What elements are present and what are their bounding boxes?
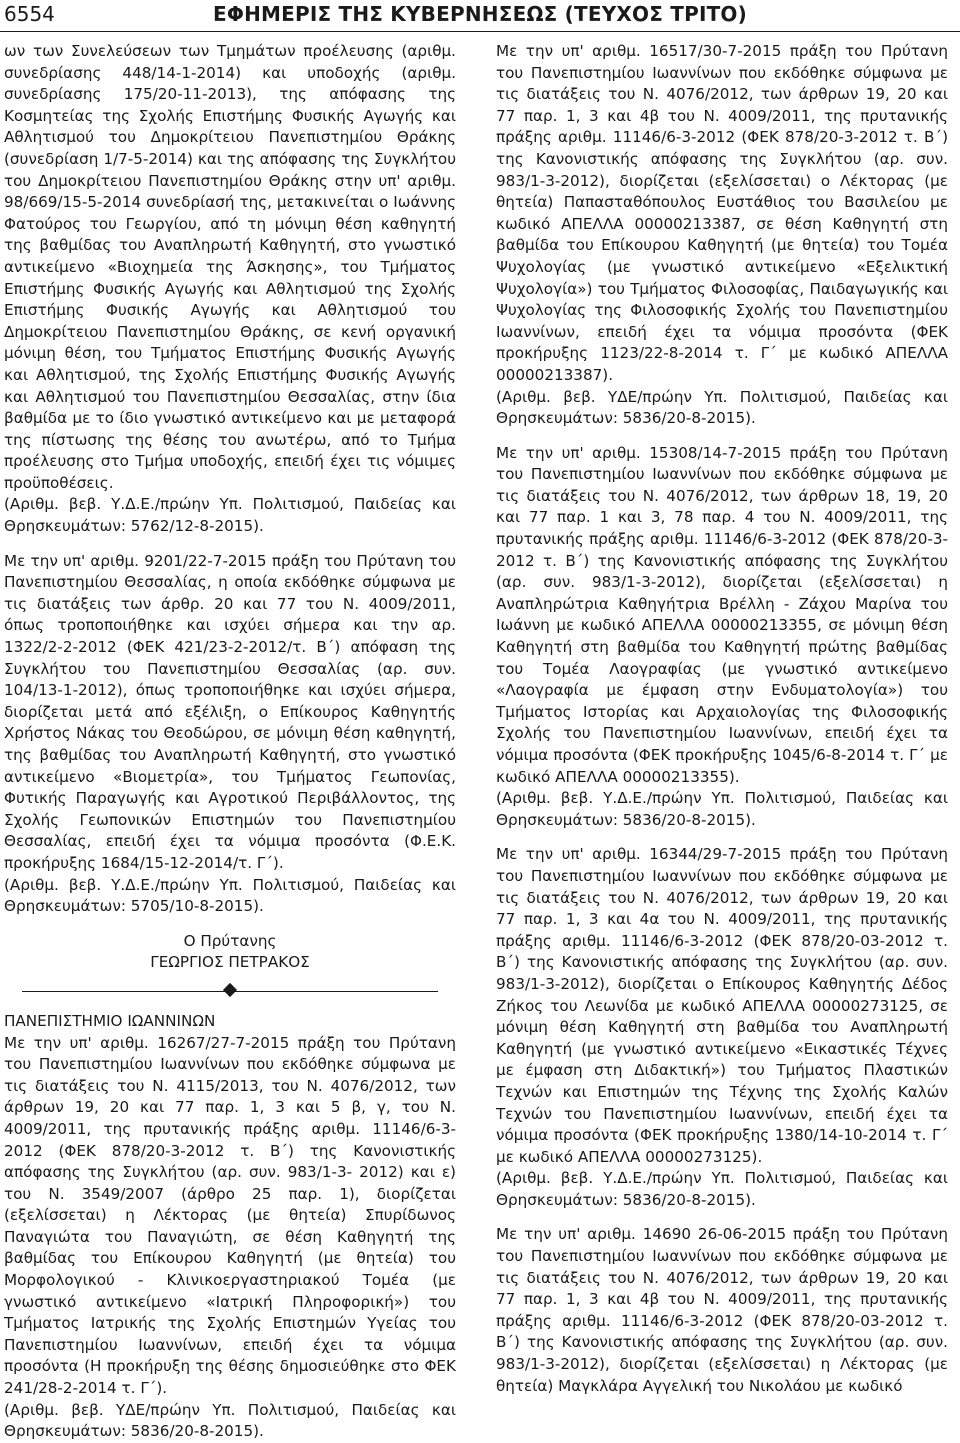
diamond-ornament-icon bbox=[223, 983, 237, 997]
certification-reference: (Αριθμ. βεβ. Υ.Δ.Ε./πρώην Υπ. Πολιτισμού, Παιδείας και Θρησκευμάτων: 5836/20-8-2015). bbox=[496, 1169, 948, 1209]
signatory-name: ΓΕΩΡΓΙΟΣ ΠΕΤΡΑΚΟΣ bbox=[150, 953, 310, 972]
decision-paragraph: Με την υπ' αριθμ. 16344/29-7-2015 πράξη του Πρύτανη του Πανεπιστημίου Ιωαννίνων που εκδόθηκε σύμφωνα με τις διατάξεις του Ν. 4076/2012, των άρθρων 19, 20 και 77 παρ. 1, 3 και 4α του Ν. 4009/2011, της πρυτανικής πράξης αριθμ. 11146/6-3-2012 (ΦΕΚ 878/20-03-2012 τ. Β΄) της Κανονιστικής απόφασης της Συγκλήτου (αρ. συν. 983/1-3-2012), διορίζεται ο Επίκουρος Καθηγητής Δέδος Ζήκος του Λεωνίδα με κωδικό ΑΠΕΛΛΑ 00000273125, σε μόνιμη θέση Καθηγητή στη βαθμίδα του Αναπληρωτή Καθηγητή (με γνωστικό αντικείμενο «Εικαστικές Τέχνες με έμφαση στη Διδακτική») του Τμήματος Πλαστικών Τεχνών και Επιστημών της Τέχνης της Σχολής Καλών Τεχνών του Πανεπιστημίου Ιωαννίνων, επειδή έχει τα νόμιμα προσόντα (ΦΕΚ προκήρυξης 1380/14-10-2014 τ. Γ΄ με κωδικό ΑΠΕΛΛΑ 00000273125). bbox=[496, 845, 948, 1166]
certification-reference: (Αριθμ. βεβ. ΥΔΕ/πρώην Υπ. Πολιτισμού, Παιδείας και Θρησκευμάτων: 5836/20-8-2015). bbox=[4, 1400, 456, 1441]
decision-paragraph: Με την υπ' αριθμ. 9201/22-7-2015 πράξη του Πρύτανη του Πανεπιστημίου Θεσσαλίας, η οποία εκδόθηκε σύμφωνα με τις διατάξεις των άρθρ. 20 και 77 του Ν. 4009/2011, όπως τροποποιήθηκε και ισχύει σήμερα και την αρ. 1322/2-2-2012 (ΦΕΚ 421/23-2-2012/τ. Β΄) απόφαση της Συγκλήτου του Πανεπιστημίου Θεσσαλίας (αρ. συν. 104/13-1-2012), όπως τροποποιήθηκε και ισχύει σήμερα, διορίζεται μετά από εξέλιξη, ο Επίκουρος Καθηγητής Χρήστος Νάκας του Θεοδώρου, σε μόνιμη θέση καθηγητή, της βαθμίδας του Αναπληρωτή Καθηγητή, στο γνωστικό αντικείμενο «Βιομετρία», του Τμήματος Γεωπονίας, Φυτικής Παραγωγής και Αγροτικού Περιβάλλοντος, της Σχολής Γεωπονικών Επιστημών του Πανεπιστημίου Θεσσαλίας, επειδή έχει τα νόμιμα προσόντα (Φ.Ε.Κ. προκήρυξης 1684/15-12-2014/τ. Γ΄). bbox=[4, 551, 456, 872]
certification-reference: (Αριθμ. βεβ. Υ.Δ.Ε./πρώην Υπ. Πολιτισμού, Παιδείας και Θρησκευμάτων: 5705/10-8-2015). bbox=[4, 875, 456, 916]
certification-reference: (Αριθμ. βεβ. Υ.Δ.Ε./πρώην Υπ. Πολιτισμού, Παιδείας και Θρησκευμάτων: 5836/20-8-2015). bbox=[496, 789, 948, 829]
decision-paragraph: Με την υπ' αριθμ. 15308/14-7-2015 πράξη του Πρύτανη του Πανεπιστημίου Ιωαννίνων που εκδόθηκε σύμφωνα με τις διατάξεις του Ν. 4076/2012, των άρθρων 18, 19, 20 και 77 παρ. 1 και 3, 78 παρ. 4 του Ν. 4009/2011, της πρυτανικής πράξης αριθμ. 11146/6-3-2012 (ΦΕΚ 878/20-3-2012 τ. Β΄) της Κανονιστικής απόφασης της Συγκλήτου (αρ. συν. 983/1-3-2012), διορίζεται (εξελίσσεται) η Αναπληρώτρια Καθηγήτρια Βρέλλη - Ζάχου Μαρίνα του Ιωάννη με κωδικό ΑΠΕΛΛΑ 00000213355, σε μόνιμη θέση Καθηγητή στη βαθμίδα του Καθηγητή πρώτης βαθμίδας του Τομέα Λαογραφίας (με γνωστικό αντικείμενο «Λαογραφία με έμφαση στην Ενδυματολογία») του Τμήματος Ιστορίας και Αρχαιολογίας της Φιλοσοφικής Σχολής του Πανεπιστημίου Ιωαννίνων, επειδή έχει τα νόμιμα προσόντα (ΦΕΚ προκήρυξης 1045/6-8-2014 τ. Γ΄ με κωδικό ΑΠΕΛΛΑ 00000213355). bbox=[496, 443, 948, 786]
page-header bbox=[0, 0, 960, 36]
page-number: 6554 bbox=[4, 2, 55, 26]
decision-paragraph: Με την υπ' αριθμ. 16517/30-7-2015 πράξη του Πρύτανη του Πανεπιστημίου Ιωαννίνων που εκδόθηκε σύμφωνα με τις διατάξεις του Ν. 4076/2012, των άρθρων 19, 20 και 77 παρ. 1, 3 και 4β του Ν. 4009/2011, της πρυτανικής πράξης αριθμ. 11146/6-3-2012 (ΦΕΚ 878/20-3-2012 τ. Β΄) της Κανονιστικής απόφασης της Συγκλήτου (αρ. συν. 983/1-3-2012), διορίζεται (εξελίσσεται) ο Λέκτορας (με θητεία) Παπασταθόπουλος Ευστάθιος του Βασιλείου με κωδικό ΑΠΕΛΛΑ 00000213387, σε θέση Καθηγητή στη βαθμίδα του Επίκουρου Καθηγητή (με θητεία) του Τομέα Ψυχολογίας (με γνωστικό αντικείμενο «Εξελικτική Ψυχολογία») του Τμήματος Φιλοσοφίας, Παιδαγωγικής και Ψυχολογίας της Φιλοσοφικής Σχολής του Πανεπιστημίου Ιωαννίνων, επειδή έχει τα νόμιμα προσόντα (ΦΕΚ προκήρυξης 1123/22-8-2014 τ. Γ΄ με κωδικό ΑΠΕΛΛΑ 00000213387). bbox=[496, 42, 948, 384]
decision-paragraph: Με την υπ' αριθμ. 16267/27-7-2015 πράξη του Πρύτανη του Πανεπιστημίου Ιωαννίνων που εκδόθηκε σύμφωνα με τις διατάξεις του Ν. 4115/2013, του Ν. 4076/2012, των άρθρων 19, 20 και 77 παρ. 1, 3 και 5 β, γ, του Ν. 4009/2011, της πρυτανικής πράξης αριθμ. 11146/6-3-2012 (ΦΕΚ 878/20-3-2012 τ. Β΄) της Κανονιστικής απόφασης της Συγκλήτου (αρ. συν. 983/1-3- 2012) και ε) του Ν. 3549/2007 (άρθρο 25 παρ. 1), διορίζεται (εξελίσσεται) η Λέκτορας (με θητεία) Σπυρίδωνος Παναγιώτα του Παναγιώτη, σε θέση Καθηγητή της βαθμίδας του Επίκουρου Καθηγητή (με θητεία) του Μορφολογικού - Κλινικοεργαστηριακού Τομέα (με γνωστικό αντικείμενο «Ιατρική Πληροφορική») του Τμήματος Ιατρικής της Σχολής Επιστημών Υγείας του Πανεπιστημίου Ιωαννίνων, επειδή έχει τα νόμιμα προσόντα (Η προκήρυξη της θέσης δημοσιεύθηκε στο ΦΕΚ 241/28-2-2014 τ. Γ΄). bbox=[4, 1033, 456, 1398]
signatory-role: Ο Πρύτανης bbox=[183, 931, 277, 950]
journal-title: ΕΦΗΜΕΡΙΣ ΤΗΣ ΚΥΒΕΡΝΗΣΕΩΣ (ΤΕΥΧΟΣ ΤΡΙΤΟ) bbox=[213, 2, 747, 26]
university-heading: ΠΑΝΕΠΙΣΤΗΜΙΟ ΙΩΑΝΝΙΝΩΝ bbox=[4, 1011, 216, 1030]
right-column bbox=[496, 41, 948, 1397]
decision-paragraph: ων των Συνελεύσεων των Τμημάτων προέλευσης (αριθμ. συνεδρίασης 448/14-1-2014) και υποδοχής (αριθμ. συνεδρίασης 175/20-11-2013), της απόφασης της Κοσμητείας της Σχολής Επιστήμης Φυσικής Αγωγής και Αθλητισμού του Δημοκρίτειου Πανεπιστημίου Θράκης (συνεδρίαση 1/7-5-2014) και της απόφασης της Συγκλήτου του Δημοκρίτειου Πανεπιστημίου Θράκης στην υπ' αριθμ. 98/669/15-5-2014 συνεδρίασή της, μετακινείται ο Ιωάννης Φατούρος του Γεωργίου, από τη μόνιμη θέση καθηγητή της βαθμίδας του Αναπληρωτή Καθηγητή, στο γνωστικό αντικείμενο «Βιοχημεία της Άσκησης», του Τμήματος Επιστήμης Φυσικής Αγωγής και Αθλητισμού της Σχολής Επιστήμης Φυσικής Αγωγής και Αθλητισμού του Δημοκρίτειου Πανεπιστημίου Θράκης, σε κενή οργανική μόνιμη θέση, του Τμήματος Επιστήμης Φυσικής Αγωγής και Αθλητισμού, της Σχολής Επιστήμης Φυσικής Αγωγής και Αθλητισμού του Πανεπιστημίου Θεσσαλίας, στην ίδια βαθμίδα με το ίδιο γνωστικό αντικείμενο και με μεταφορά της πίστωσης της θέσης του ανωτέρω, από το Τμήμα προέλευσης στο Τμήμα υποδοχής, επειδή έχει τις νόμιμες προϋποθέσεις. bbox=[4, 42, 456, 492]
certification-reference: (Αριθμ. βεβ. Υ.Δ.Ε./πρώην Υπ. Πολιτισμού, Παιδείας και Θρησκευμάτων: 5762/12-8-2015). bbox=[4, 495, 456, 536]
left-column bbox=[4, 41, 456, 1443]
section-divider bbox=[4, 984, 456, 998]
header-rule bbox=[0, 31, 960, 32]
decision-paragraph: Με την υπ' αριθμ. 14690 26-06-2015 πράξη του Πρύτανη του Πανεπιστημίου Ιωαννίνων που εκδόθηκε σύμφωνα με τις διατάξεις του Ν. 4076/2012, των άρθρων 19, 20 και 77 παρ. 1, 3 και 4β του Ν. 4009/2011, της πρυτανικής πράξης αριθμ. 11146/6-3-2012 (ΦΕΚ 878/20-03-2012 τ. Β΄) της Κανονιστικής απόφασης της Συγκλήτου (αρ. συν. 983/1-3-2012), διορίζεται (εξελίσσεται) η Λέκτορας (με θητεία) Μαγκλάρα Αγγελική του Νικολάου με κωδικό bbox=[496, 1225, 948, 1395]
certification-reference: (Αριθμ. βεβ. ΥΔΕ/πρώην Υπ. Πολιτισμού, Παιδείας και Θρησκευμάτων: 5836/20-8-2015). bbox=[496, 387, 948, 428]
